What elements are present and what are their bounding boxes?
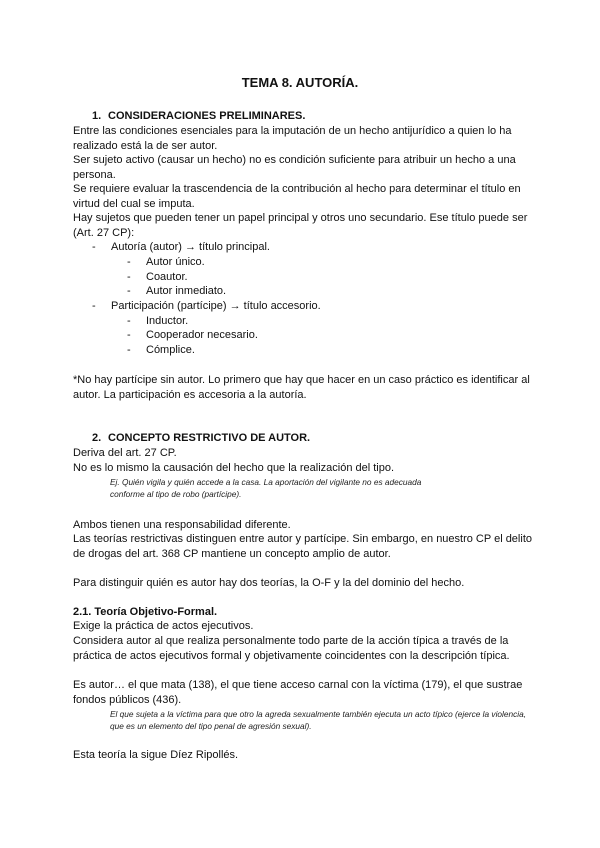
section-2-example: Ej. Quién vigila y quién accede a la casa. La aportación del vigilante no es adecuada conforme al tipo de robo (partícipe). bbox=[110, 477, 422, 500]
section-2-1-line-1: Exige la práctica de actos ejecutivos. bbox=[73, 620, 254, 632]
section-2-line-1: Deriva del art. 27 CP. bbox=[73, 447, 177, 459]
section-2-1-follower: Esta teoría la sigue Díez Ripollés. bbox=[73, 749, 239, 761]
sublist-item: - Autor inmediato. bbox=[127, 285, 227, 297]
section-1-title: CONSIDERACIONES PRELIMINARES. bbox=[108, 110, 306, 122]
section-2-line-2: No es lo mismo la causación del hecho que la realización del tipo. bbox=[73, 462, 395, 474]
section-2-heading bbox=[92, 431, 562, 446]
list-item-label: Participación (partícipe) → título accesorio. bbox=[111, 300, 321, 312]
sublist-item: - Inductor. bbox=[127, 315, 189, 327]
document-title: TEMA 8. AUTORÍA. bbox=[241, 75, 359, 90]
sublist-item: - Cómplice. bbox=[127, 344, 195, 356]
list-item-label: Autoría (autor) → título principal. bbox=[111, 241, 270, 253]
section-2-1-heading: 2.1. Teoría Objetivo-Formal. bbox=[73, 606, 218, 618]
section-2-1-autor-examples: Es autor… el que mata (138), el que tiene acceso carnal con la víctima (179), el que sustrae fondos públicos (436). bbox=[73, 679, 523, 706]
section-1-number: 1. bbox=[92, 110, 102, 122]
section-2-paragraph-theories: Para distinguir quién es autor hay dos teorías, la O-F y la del dominio del hecho. bbox=[73, 577, 465, 589]
list-item-participacion: - Participación (partícipe) → título accesorio. bbox=[92, 300, 321, 312]
section-1-note: *No hay partícipe sin autor. Lo primero que hay que hacer en un caso práctico es identificar al autor. La participación es accesoria a la autoría. bbox=[73, 374, 530, 401]
section-1-paragraph-3: Se requiere evaluar la trascendencia de la contribución al hecho para determinar el título en virtud del cual se imputa. bbox=[73, 183, 521, 210]
section-1-paragraph-4: Hay sujetos que pueden tener un papel principal y otros uno secundario. Ese título puede ser (Art. 27 CP): bbox=[73, 212, 528, 239]
section-2-paragraph-restrictive: Las teorías restrictivas distinguen entre autor y partícipe. Sin embargo, en nuestro CP el delito de drogas del art. 368 CP mantiene un concepto amplio de autor. bbox=[73, 533, 532, 560]
section-2-title: CONCEPTO RESTRICTIVO DE AUTOR. bbox=[108, 432, 311, 444]
section-2-1-line-2: Considera autor al que realiza personalmente todo parte de la acción típica a través de la práctica de actos ejecutivos formal y objetivamente coincidentes con la descripción típica. bbox=[73, 635, 510, 662]
list-item-autoria: - Autoría (autor) → título principal. bbox=[92, 241, 270, 253]
section-1-paragraph-1: Entre las condiciones esenciales para la imputación de un hecho antijurídico a quien lo ha realizado está la de ser autor. bbox=[73, 125, 512, 152]
section-2-paragraph-ambos: Ambos tienen una responsabilidad diferente. bbox=[73, 519, 291, 531]
section-2-1-example: El que sujeta a la víctima para que otro la agreda sexualmente también ejecuta un acto típico (ejerce la violencia, que es un elemento del tipo penal de agresión sexual). bbox=[110, 709, 527, 732]
sublist-item: - Coautor. bbox=[127, 271, 188, 283]
sublist-item: - Autor único. bbox=[127, 256, 205, 268]
sublist-item: - Cooperador necesario. bbox=[127, 329, 258, 341]
section-1-paragraph-2: Ser sujeto activo (causar un hecho) no es condición suficiente para atribuir un hecho a una persona. bbox=[73, 154, 516, 181]
section-1-heading bbox=[92, 109, 562, 124]
section-2-number: 2. bbox=[92, 432, 102, 444]
